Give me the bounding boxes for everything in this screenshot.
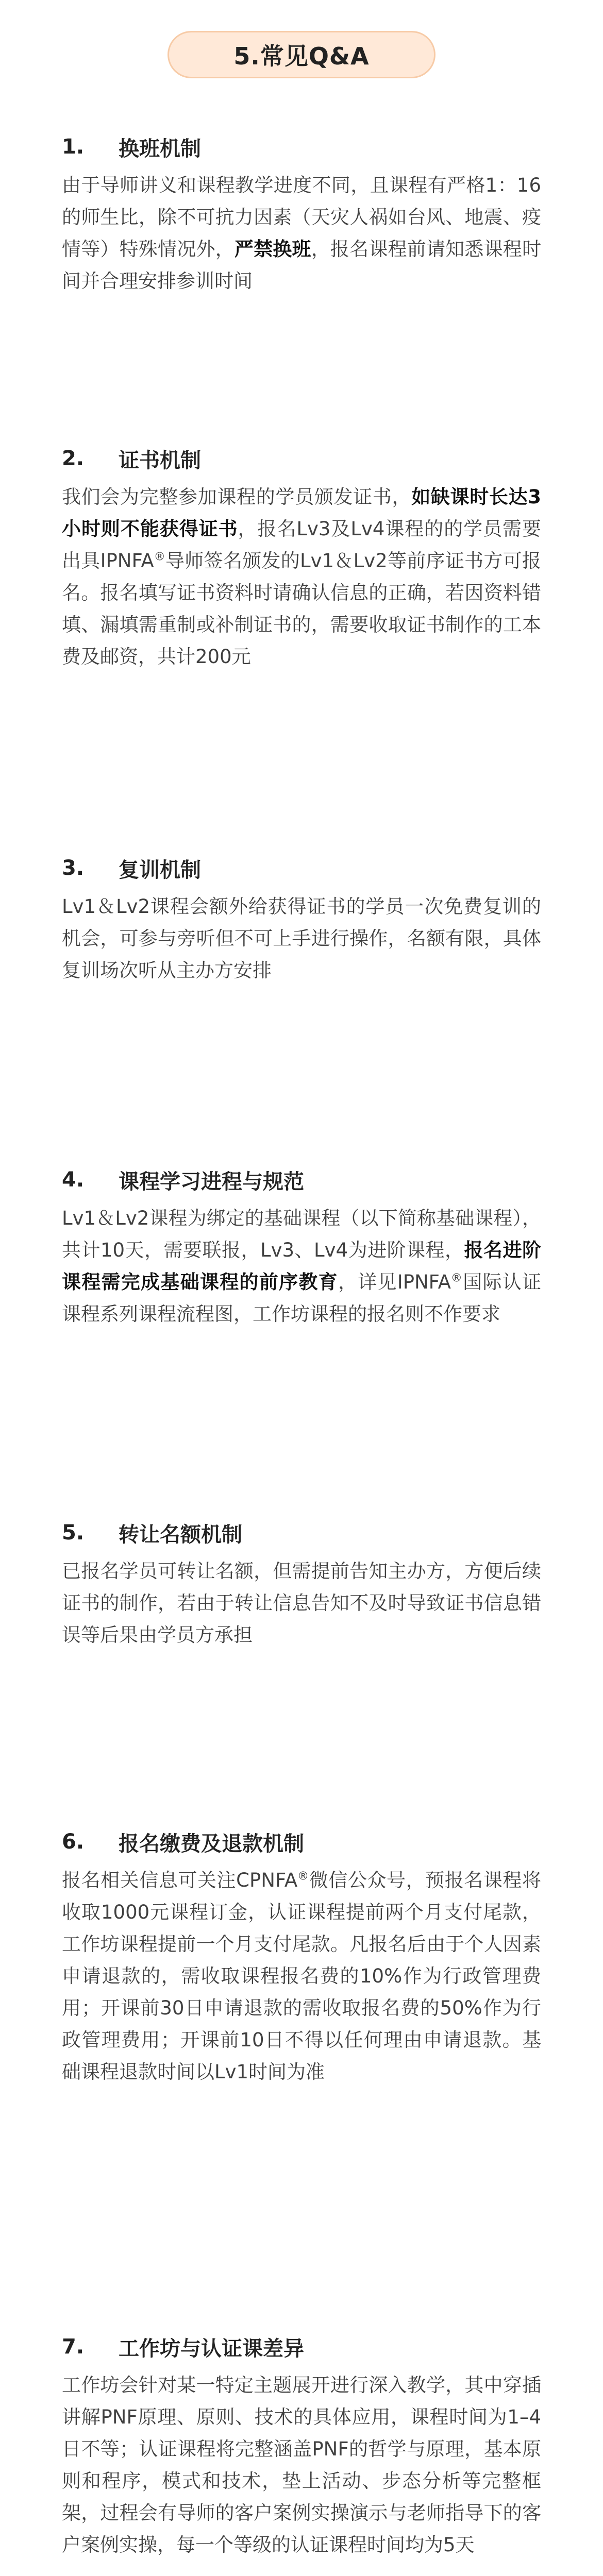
faq-body [62, 1555, 541, 1651]
faq-body [62, 2369, 541, 2561]
faq-body-emphasis: 如缺课时长达3小时则不能获得证书 [62, 486, 541, 540]
faq-item [62, 1517, 541, 1651]
faq-title: 转让名额机制 [119, 1522, 242, 1547]
registered-mark: ® [154, 550, 165, 564]
faq-body-text: 导师签名颁发的Lv1＆Lv2等前序证书方可报名。报名填写证书资料时请确认信息的正确，若因资料错填、漏填需重制或补制证书的，需要收取证书制作的工本费及邮资，共计200元 [62, 550, 541, 668]
faq-item [62, 1826, 541, 2088]
faq-body-emphasis: 严禁换班 [234, 238, 311, 260]
faq-body [62, 170, 541, 297]
faq-body-text: 由于导师讲义和课程教学进度不同，且课程有严格1：16的师生比，除不可抗力因素（天灾人祸如台风、地震、疫情等）特殊情况外， [62, 174, 541, 260]
faq-body [62, 1865, 541, 2088]
faq-body-text: ，报名Lv3及Lv4课程的的学员需要出具IPNFA [62, 518, 541, 572]
faq-title: 证书机制 [119, 448, 201, 472]
faq-body-emphasis: 报名进阶课程需完成基础课程的前序教育 [62, 1239, 542, 1293]
faq-header [62, 2331, 541, 2362]
section-title-qa-text: 5.常见Q&A [233, 42, 370, 70]
faq-item [62, 131, 541, 297]
faq-header [62, 443, 541, 474]
faq-number: 6. [62, 1830, 85, 1854]
faq-number: 7. [62, 2335, 85, 2359]
faq-item [62, 2331, 541, 2561]
faq-number: 1. [62, 135, 85, 159]
faq-header [62, 1164, 541, 1195]
faq-header [62, 853, 541, 884]
faq-item [62, 1164, 541, 1330]
faq-body-text: 工作坊会针对某一特定主题展开进行深入教学，其中穿插讲解PNF原理、原则、技术的具体应用，课程时间为1–4日不等；认证课程将完整涵盖PNF的哲学与原理，基本原则和程序，模式和技术，垫上活动、步态分析等完整框架，过程会有导师的客户案例实操演示与老师指导下的客户案例实操，每一个等级的认证课程时间均为5天 [62, 2374, 541, 2556]
faq-header [62, 131, 541, 162]
registered-mark: ® [450, 1272, 462, 1285]
section-title-qa [167, 31, 435, 78]
faq-header [62, 1826, 541, 1857]
faq-body-text: 微信公众号，预报名课程将收取1000元课程订金，认证课程提前两个月支付尾款，工作坊课程提前一个月支付尾款。凡报名后由于个人因素申请退款的，需收取课程报名费的10%作为行政管理费用；开课前30日申请退款的需收取报名费的50%作为行政管理费用；开课前10日不得以任何理由申请退款。基础课程退款时间以Lv1时间为准 [62, 1869, 541, 2083]
faq-body-text: 我们会为完整参加课程的学员颁发证书， [62, 486, 412, 508]
faq-body-text: 已报名学员可转让名额，但需提前告知主办方，方便后续证书的制作，若由于转让信息告知不及时导致证书信息错误等后果由学员方承担 [62, 1560, 541, 1646]
faq-header [62, 1517, 541, 1548]
faq-body-text: ，详见IPNFA [338, 1271, 451, 1293]
faq-number: 2. [62, 447, 85, 470]
faq-body [62, 481, 541, 673]
faq-title: 课程学习进程与规范 [119, 1170, 304, 1194]
faq-body [62, 891, 541, 987]
faq-body-text: Lv1＆Lv2课程会额外给获得证书的学员一次免费复训的机会，可参与旁听但不可上手进行操作，名额有限，具体复训场次听从主办方安排 [62, 895, 541, 981]
faq-body-text: Lv1＆Lv2课程为绑定的基础课程（以下简称基础课程），共计10天，需要联报，Lv3、Lv4为进阶课程， [62, 1207, 541, 1261]
faq-body-text: ，报名课程前请知悉课程时间并合理安排参训时间 [62, 238, 542, 292]
faq-body [62, 1202, 541, 1330]
faq-title: 换班机制 [119, 137, 201, 161]
faq-number: 4. [62, 1168, 85, 1192]
faq-body-text: 国际认证课程系列课程流程图，工作坊课程的报名则不作要求 [62, 1271, 542, 1325]
faq-title: 工作坊与认证课差异 [119, 2336, 304, 2361]
registered-mark: ® [297, 1870, 309, 1883]
faq-number: 3. [62, 856, 85, 880]
faq-number: 5. [62, 1521, 85, 1545]
faq-item [62, 853, 541, 987]
faq-body-text: 报名相关信息可关注CPNFA [62, 1869, 298, 1891]
faq-title: 报名缴费及退款机制 [119, 1832, 304, 1856]
faq-item [62, 443, 541, 673]
faq-title: 复训机制 [119, 858, 201, 882]
